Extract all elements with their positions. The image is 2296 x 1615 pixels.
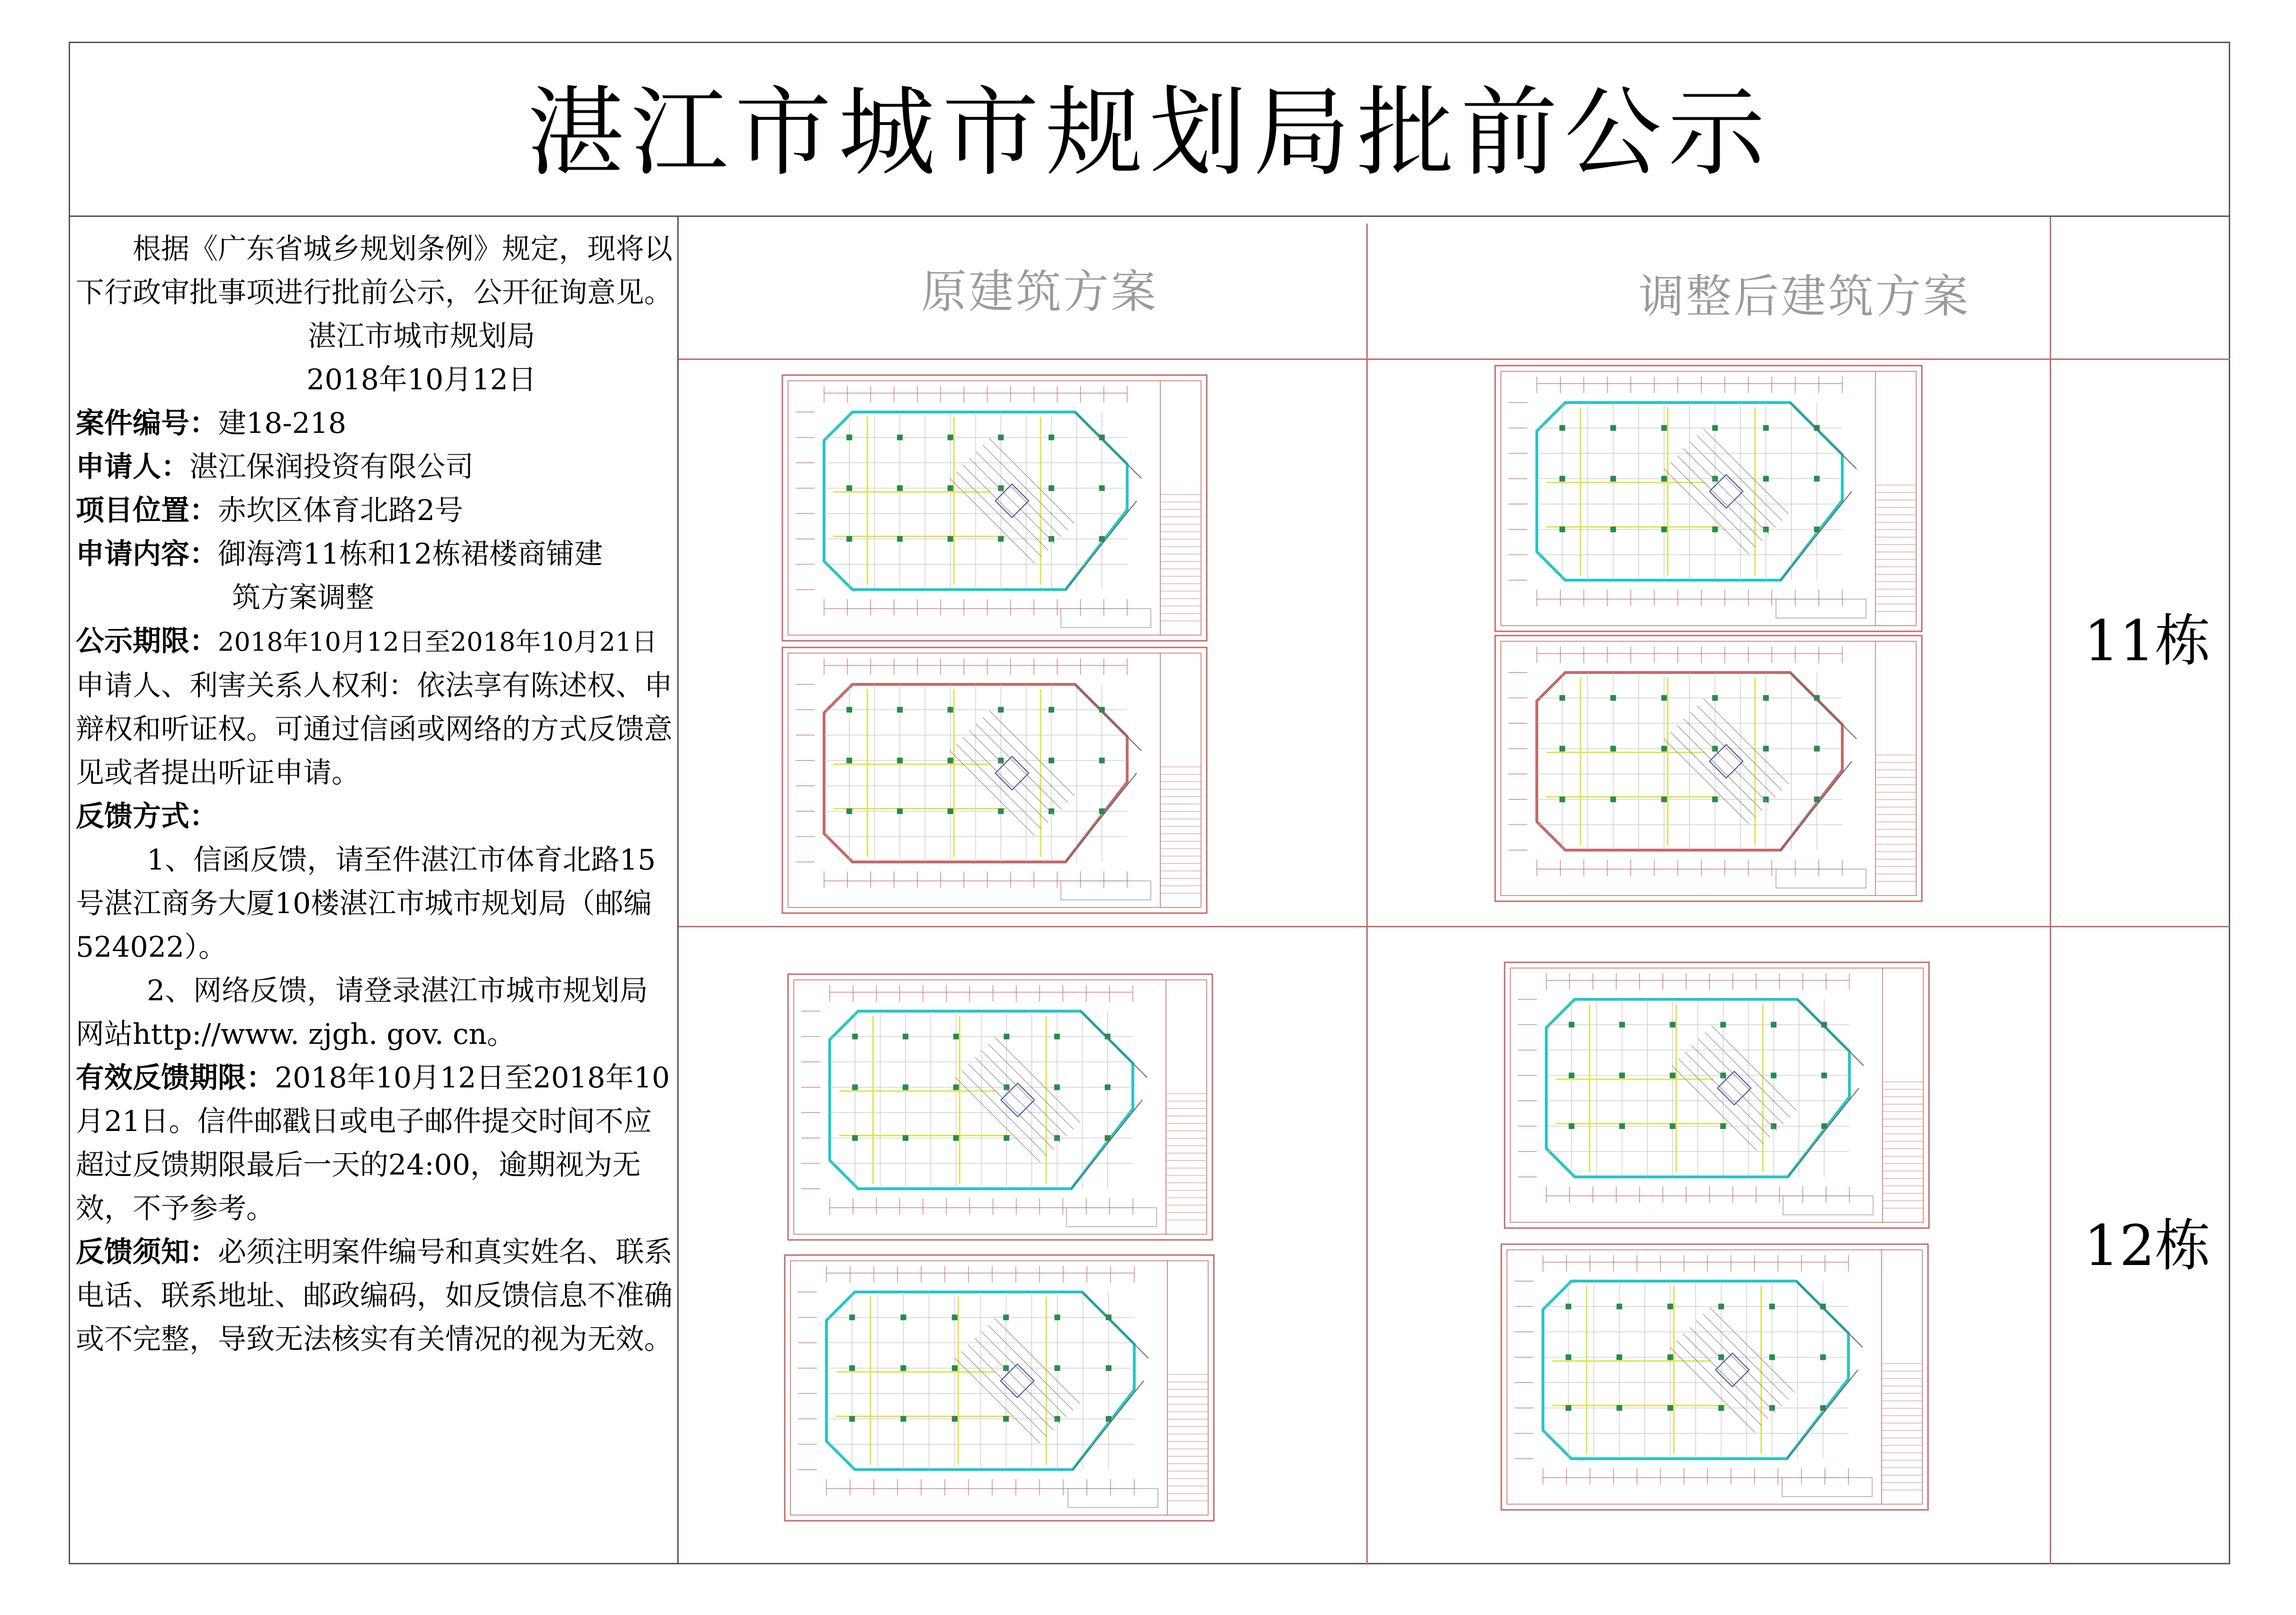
column-header-adjusted: 调整后建筑方案 bbox=[1639, 270, 1970, 323]
location-label: 项目位置： bbox=[76, 494, 218, 527]
feedback-notice-value: 必须注明案件编号和真实姓名、联系电话、联系地址、邮政编码，如反馈信息不准确或不完整，导致无法核实有关情况的视为无效。 bbox=[76, 1236, 673, 1356]
building-12-label: 12栋 bbox=[2084, 1213, 2211, 1278]
notice-issuer: 湛江市城市规划局 bbox=[308, 320, 535, 353]
feedback-label: 反馈方式： bbox=[76, 800, 218, 833]
notice-date: 2018年10月12日 bbox=[306, 363, 537, 396]
content-value-2: 筑方案调整 bbox=[232, 581, 374, 614]
b11-original-lower bbox=[781, 646, 1208, 914]
period bbox=[76, 619, 673, 664]
applicant-label: 申请人： bbox=[76, 450, 189, 484]
period-value: 2018年10月12日至2018年10月21日 bbox=[218, 627, 657, 657]
b12-original-lower bbox=[784, 1254, 1215, 1522]
valid-period bbox=[76, 1056, 673, 1230]
left-divider bbox=[677, 217, 679, 1564]
b12-adjusted-upper bbox=[1504, 961, 1930, 1229]
period-label: 公示期限： bbox=[76, 625, 218, 658]
valid-period-label: 有效反馈期限： bbox=[76, 1061, 275, 1095]
grid-line-v2 bbox=[2050, 217, 2051, 1564]
feedback-web: 2、网络反馈，请登录湛江市城市规划局网站http://www. zjgh. gov. cn。 bbox=[76, 974, 648, 1051]
feedback-mail: 1、信函反馈，请至件湛江市体育北路15号湛江商务大厦10楼湛江市城市规划局（邮编524022）。 bbox=[76, 843, 656, 964]
grid-line-v1 bbox=[1366, 224, 1368, 1564]
notice-intro: 根据《广东省城乡规划条例》规定，现将以下行政审批事项进行批前公示，公开征询意见。 bbox=[76, 233, 673, 309]
case-number-value: 建18-218 bbox=[218, 407, 347, 440]
grid-line-h1 bbox=[679, 359, 2230, 360]
valid-period-value: 2018年10月12日至2018年10月21日。信件邮戳日或电子邮件提交时间不应超过反馈期限最后一天的24:00，逾期视为无效，不予参考。 bbox=[76, 1061, 670, 1225]
b11-adjusted-lower bbox=[1494, 635, 1923, 902]
location bbox=[76, 489, 673, 532]
b11-adjusted-upper bbox=[1494, 365, 1923, 632]
notice-panel bbox=[76, 227, 673, 1361]
b12-original-upper bbox=[787, 973, 1213, 1241]
title-row bbox=[69, 42, 2230, 217]
case-number bbox=[76, 402, 673, 445]
case-number-label: 案件编号： bbox=[76, 407, 218, 440]
b11-original-upper bbox=[781, 374, 1208, 642]
rights: 申请人、利害关系人权利：依法享有陈述权、申辩权和听证权。可通过信函或网络的方式反馈意见或者提出听证申请。 bbox=[76, 669, 673, 790]
page-title: 湛江市城市规划局批前公示 bbox=[527, 77, 1772, 189]
column-header-original: 原建筑方案 bbox=[921, 265, 1158, 318]
applicant bbox=[76, 445, 673, 489]
building-11-label: 11栋 bbox=[2084, 608, 2211, 673]
content bbox=[76, 532, 673, 576]
location-value: 赤坎区体育北路2号 bbox=[218, 494, 464, 527]
grid-line-h2 bbox=[679, 926, 2230, 927]
applicant-value: 湛江保润投资有限公司 bbox=[189, 450, 474, 484]
feedback-notice bbox=[76, 1230, 673, 1361]
content-value-1: 御海湾11栋和12栋裙楼商铺建 bbox=[218, 538, 603, 571]
b12-adjusted-lower bbox=[1500, 1243, 1929, 1511]
content-label: 申请内容： bbox=[76, 538, 218, 571]
feedback-notice-label: 反馈须知： bbox=[76, 1236, 218, 1269]
